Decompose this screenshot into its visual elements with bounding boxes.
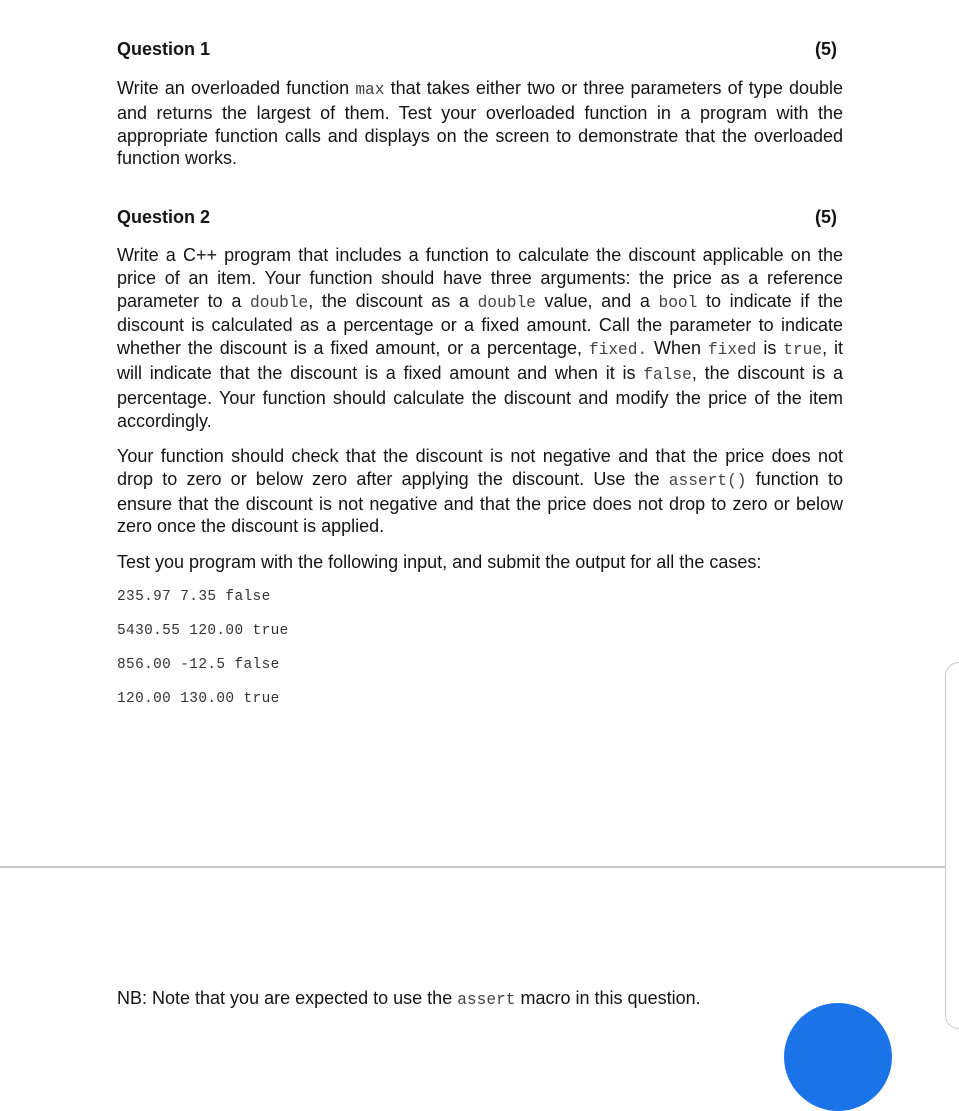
- side-panel-handle[interactable]: [945, 662, 959, 1029]
- code-double: double: [249, 293, 309, 312]
- question-1-marks: (5): [815, 39, 837, 59]
- code-max: max: [355, 81, 385, 99]
- code-true: true: [783, 341, 823, 360]
- note-text-part: NB: Note that you are expected to use the: [117, 988, 458, 1008]
- text-part: Write a C++ program that includes a function to calculate the discount applicable on the price of an item. Your function should have three arguments: the price as a reference parameter to a: [117, 245, 843, 311]
- question-2-title: Question 2: [117, 207, 211, 227]
- code-assert: assert(): [668, 471, 747, 490]
- text-part: , the discount is a percentage. Your function should calculate the discount and modify the price of the item accordingly.: [117, 362, 843, 431]
- code-fixed: fixed: [707, 341, 757, 360]
- code-double: double: [477, 293, 536, 312]
- question-2-heading: [117, 205, 837, 229]
- test-input-line: 120.00 130.00 true: [117, 691, 280, 707]
- question-2-paragraph-1: [117, 244, 843, 432]
- question-1-text: [117, 77, 843, 170]
- text-part: When: [647, 338, 708, 359]
- text-part: to indicate if the discount is calculated as a percentage or a fixed amount. Call the parameter to indicate whether the discount is a fixed amount, or a percentage,: [117, 290, 843, 359]
- note-text: [117, 986, 701, 1012]
- code-assert: assert: [457, 991, 516, 1009]
- code-false: false: [643, 365, 692, 384]
- text-part: function to ensure that the discount is not negative and that the price does not drop to zero or below zero once the discount is applied.: [117, 468, 843, 537]
- text-part: Your function should check that the discount is not negative and that the price does not drop to zero or below zero after applying the discount. Use the: [117, 446, 843, 489]
- test-input-line: 5430.55 120.00 true: [117, 623, 289, 639]
- q1-text-part: Write an overloaded function: [117, 78, 356, 98]
- text-part: value, and a: [535, 290, 659, 311]
- q1-text-part: that takes either two or three parameters of type double and returns the largest of them. Test your overloaded function in a program with the appropriate function calls and displays on the screen to demonstrate that the overloaded function works.: [117, 78, 844, 169]
- note-text-part: macro in this question.: [515, 988, 701, 1008]
- question-1-heading: [117, 37, 837, 61]
- test-input-line: 235.97 7.35 false: [117, 589, 271, 605]
- text-part: , it will indicate that the discount is a fixed amount and when it is: [117, 338, 843, 383]
- page-divider: [0, 866, 945, 868]
- floating-action-button[interactable]: [784, 1003, 892, 1111]
- question-2-test-instruction: Test you program with the following input, and submit the output for all the cases:: [117, 552, 762, 572]
- text-part: , the discount as a: [308, 290, 478, 311]
- question-2-paragraph-2: [117, 445, 843, 538]
- code-fixed: fixed.: [588, 341, 648, 360]
- code-bool: bool: [658, 293, 698, 312]
- question-1-title: Question 1: [117, 39, 211, 59]
- test-input-line: 856.00 -12.5 false: [117, 657, 280, 673]
- text-part: is: [756, 338, 784, 359]
- question-2-marks: (5): [815, 207, 837, 227]
